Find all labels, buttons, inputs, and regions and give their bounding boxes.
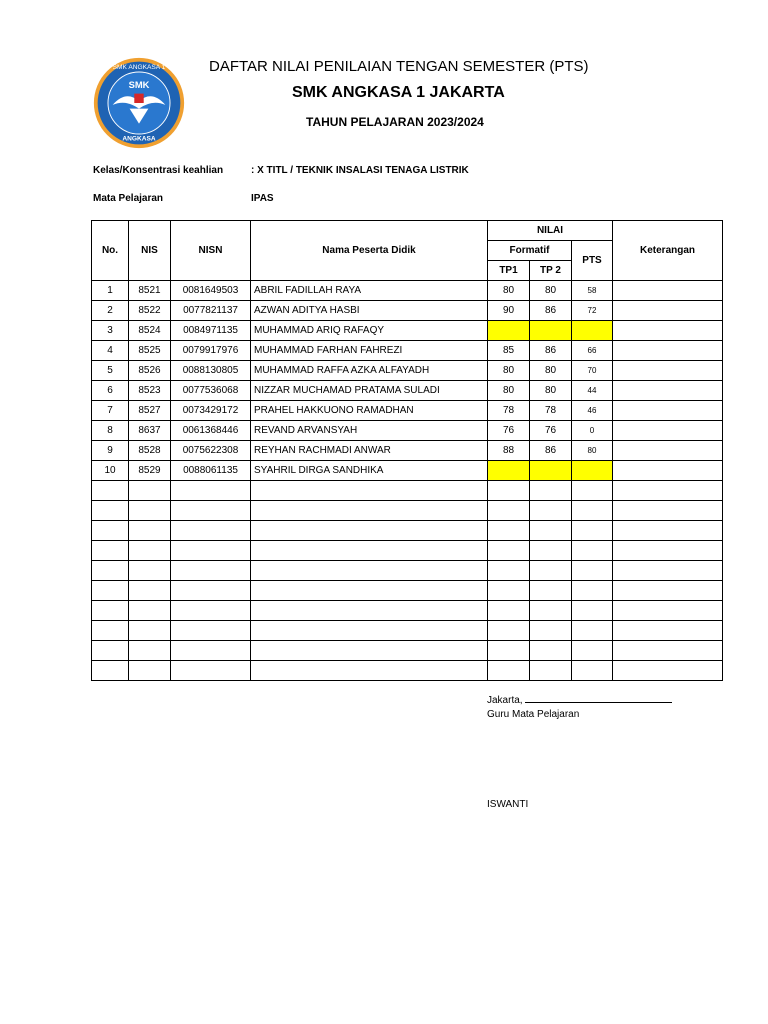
header-tp1: TP1 [488, 261, 530, 281]
empty-cell [488, 661, 530, 681]
cell-name: NIZZAR MUCHAMAD PRATAMA SULADI [251, 381, 488, 401]
table-row [92, 381, 723, 401]
empty-cell [572, 561, 613, 581]
empty-cell [488, 601, 530, 621]
cell-pts: 72 [572, 301, 613, 321]
cell-ket [613, 421, 723, 441]
cell-tp1: 88 [488, 441, 530, 461]
subject-value: IPAS [251, 193, 274, 204]
cell-name: AZWAN ADITYA HASBI [251, 301, 488, 321]
cell-nisn: 0081649503 [171, 281, 251, 301]
cell-no: 7 [92, 401, 129, 421]
cell-nis: 8524 [129, 321, 171, 341]
empty-table-row [92, 641, 723, 661]
empty-cell [488, 581, 530, 601]
cell-ket [613, 281, 723, 301]
cell-tp2 [530, 321, 572, 341]
cell-tp2: 80 [530, 361, 572, 381]
empty-cell [530, 501, 572, 521]
table-row [92, 281, 723, 301]
header-no: No. [92, 221, 129, 281]
cell-pts [572, 461, 613, 481]
cell-name: MUHAMMAD FARHAN FAHREZI [251, 341, 488, 361]
empty-cell [530, 561, 572, 581]
cell-nisn: 0088061135 [171, 461, 251, 481]
cell-no: 4 [92, 341, 129, 361]
cell-ket [613, 341, 723, 361]
logo-top-text: SMK ANGKASA 1 [112, 64, 166, 72]
table-row [92, 321, 723, 341]
empty-cell [530, 541, 572, 561]
cell-nis: 8637 [129, 421, 171, 441]
cell-tp2: 76 [530, 421, 572, 441]
cell-tp1: 76 [488, 421, 530, 441]
header-pts: PTS [572, 241, 613, 281]
cell-name: MUHAMMAD RAFFA AZKA ALFAYADH [251, 361, 488, 381]
class-value: : X TITL / TEKNIK INSALASI TENAGA LISTRIK [251, 165, 469, 176]
cell-nisn: 0077536068 [171, 381, 251, 401]
empty-cell [530, 521, 572, 541]
cell-nis: 8525 [129, 341, 171, 361]
cell-name: MUHAMMAD ARIQ RAFAQY [251, 321, 488, 341]
empty-cell [613, 621, 723, 641]
header-tp2: TP 2 [530, 261, 572, 281]
empty-cell [530, 621, 572, 641]
academic-year: TAHUN PELAJARAN 2023/2024 [306, 115, 484, 129]
cell-nis: 8522 [129, 301, 171, 321]
grades-table [91, 220, 723, 681]
empty-table-row [92, 661, 723, 681]
cell-nis: 8528 [129, 441, 171, 461]
empty-cell [251, 481, 488, 501]
class-label: Kelas/Konsentrasi keahlian [93, 165, 224, 176]
empty-cell [488, 521, 530, 541]
empty-cell [171, 661, 251, 681]
cell-pts: 0 [572, 421, 613, 441]
empty-cell [171, 621, 251, 641]
cell-no: 8 [92, 421, 129, 441]
svg-text:SMK: SMK [128, 78, 150, 90]
empty-cell [129, 501, 171, 521]
header-nis: NIS [129, 221, 171, 281]
empty-cell [251, 581, 488, 601]
header-keterangan: Keterangan [613, 221, 723, 281]
empty-table-row [92, 501, 723, 521]
empty-table-row [92, 481, 723, 501]
cell-pts: 46 [572, 401, 613, 421]
empty-cell [251, 561, 488, 581]
cell-tp2 [530, 461, 572, 481]
cell-nis: 8526 [129, 361, 171, 381]
header-formatif: Formatif [488, 241, 572, 261]
cell-nisn: 0084971135 [171, 321, 251, 341]
empty-cell [572, 621, 613, 641]
table-row [92, 441, 723, 461]
cell-pts: 80 [572, 441, 613, 461]
cell-ket [613, 401, 723, 421]
empty-cell [251, 541, 488, 561]
empty-cell [613, 541, 723, 561]
empty-cell [171, 561, 251, 581]
empty-cell [92, 641, 129, 661]
table-row [92, 301, 723, 321]
empty-cell [530, 661, 572, 681]
empty-cell [251, 601, 488, 621]
cell-pts [572, 321, 613, 341]
empty-cell [613, 581, 723, 601]
empty-cell [251, 501, 488, 521]
cell-tp2: 86 [530, 441, 572, 461]
cell-no: 3 [92, 321, 129, 341]
empty-cell [613, 661, 723, 681]
cell-ket [613, 361, 723, 381]
empty-cell [171, 541, 251, 561]
empty-cell [530, 641, 572, 661]
cell-tp1: 78 [488, 401, 530, 421]
empty-cell [530, 581, 572, 601]
school-name: SMK ANGKASA 1 JAKARTA [292, 84, 505, 101]
empty-cell [92, 601, 129, 621]
cell-nisn: 0077821137 [171, 301, 251, 321]
empty-cell [251, 641, 488, 661]
cell-tp1: 80 [488, 381, 530, 401]
empty-cell [613, 641, 723, 661]
cell-ket [613, 301, 723, 321]
cell-nis: 8529 [129, 461, 171, 481]
grades-table-body [92, 281, 723, 681]
empty-cell [572, 581, 613, 601]
empty-cell [171, 521, 251, 541]
cell-tp1: 80 [488, 361, 530, 381]
cell-tp2: 78 [530, 401, 572, 421]
empty-cell [488, 481, 530, 501]
subject-label: Mata Pelajaran [93, 193, 164, 204]
empty-cell [92, 561, 129, 581]
cell-ket [613, 321, 723, 341]
cell-nisn: 0075622308 [171, 441, 251, 461]
empty-cell [92, 541, 129, 561]
signature-role: Guru Mata Pelajaran [487, 709, 580, 720]
empty-table-row [92, 621, 723, 641]
empty-cell [613, 481, 723, 501]
cell-no: 2 [92, 301, 129, 321]
cell-pts: 66 [572, 341, 613, 361]
logo-bottom-text: ANGKASA [122, 135, 156, 143]
cell-name: REYHAN RACHMADI ANWAR [251, 441, 488, 461]
cell-tp1: 85 [488, 341, 530, 361]
empty-cell [171, 641, 251, 661]
empty-cell [572, 601, 613, 621]
cell-tp1: 80 [488, 281, 530, 301]
empty-cell [613, 501, 723, 521]
empty-cell [129, 481, 171, 501]
empty-cell [251, 521, 488, 541]
empty-cell [129, 521, 171, 541]
empty-cell [92, 581, 129, 601]
empty-cell [251, 661, 488, 681]
signature-name: ISWANTI [487, 799, 529, 810]
empty-table-row [92, 561, 723, 581]
cell-tp2: 80 [530, 281, 572, 301]
empty-cell [129, 661, 171, 681]
cell-tp1 [488, 321, 530, 341]
cell-pts: 44 [572, 381, 613, 401]
empty-cell [92, 481, 129, 501]
cell-nis: 8521 [129, 281, 171, 301]
empty-cell [129, 541, 171, 561]
cell-no: 9 [92, 441, 129, 461]
cell-name: PRAHEL HAKKUONO RAMADHAN [251, 401, 488, 421]
cell-ket [613, 461, 723, 481]
cell-ket [613, 381, 723, 401]
cell-nis: 8523 [129, 381, 171, 401]
empty-cell [171, 581, 251, 601]
empty-cell [488, 541, 530, 561]
cell-name: REVAND ARVANSYAH [251, 421, 488, 441]
empty-cell [488, 501, 530, 521]
table-row [92, 421, 723, 441]
cell-nisn: 0079917976 [171, 341, 251, 361]
empty-cell [572, 521, 613, 541]
table-row [92, 361, 723, 381]
cell-tp1 [488, 461, 530, 481]
cell-tp2: 86 [530, 341, 572, 361]
cell-pts: 58 [572, 281, 613, 301]
empty-cell [92, 661, 129, 681]
empty-table-row [92, 601, 723, 621]
empty-cell [129, 581, 171, 601]
cell-name: ABRIL FADILLAH RAYA [251, 281, 488, 301]
empty-table-row [92, 541, 723, 561]
cell-pts: 70 [572, 361, 613, 381]
table-row [92, 461, 723, 481]
header-nilai: NILAI [488, 221, 613, 241]
empty-cell [572, 661, 613, 681]
cell-nis: 8527 [129, 401, 171, 421]
empty-cell [171, 501, 251, 521]
empty-cell [171, 601, 251, 621]
empty-table-row [92, 581, 723, 601]
signature-place [487, 693, 672, 706]
cell-ket [613, 441, 723, 461]
empty-table-row [92, 521, 723, 541]
empty-cell [129, 561, 171, 581]
cell-nisn: 0088130805 [171, 361, 251, 381]
empty-cell [92, 501, 129, 521]
empty-cell [530, 601, 572, 621]
empty-cell [171, 481, 251, 501]
empty-cell [613, 521, 723, 541]
empty-cell [488, 561, 530, 581]
empty-cell [488, 641, 530, 661]
empty-cell [488, 621, 530, 641]
empty-cell [613, 601, 723, 621]
cell-no: 5 [92, 361, 129, 381]
signature-date-line [525, 693, 672, 703]
empty-cell [129, 621, 171, 641]
cell-tp2: 86 [530, 301, 572, 321]
empty-cell [572, 501, 613, 521]
empty-cell [92, 621, 129, 641]
school-logo [92, 56, 186, 150]
empty-cell [92, 521, 129, 541]
header-nisn: NISN [171, 221, 251, 281]
table-row [92, 341, 723, 361]
empty-cell [572, 481, 613, 501]
cell-tp2: 80 [530, 381, 572, 401]
cell-nisn: 0073429172 [171, 401, 251, 421]
header-name: Nama Peserta Didik [251, 221, 488, 281]
cell-nisn: 0061368446 [171, 421, 251, 441]
empty-cell [129, 601, 171, 621]
empty-cell [530, 481, 572, 501]
table-row [92, 401, 723, 421]
signature-place-label: Jakarta, [487, 695, 523, 706]
cell-tp1: 90 [488, 301, 530, 321]
document-title: DAFTAR NILAI PENILAIAN TENGAN SEMESTER (PTS) [209, 58, 589, 75]
cell-no: 10 [92, 461, 129, 481]
empty-cell [572, 641, 613, 661]
cell-no: 6 [92, 381, 129, 401]
empty-cell [572, 541, 613, 561]
empty-cell [251, 621, 488, 641]
empty-cell [613, 561, 723, 581]
cell-no: 1 [92, 281, 129, 301]
empty-cell [129, 641, 171, 661]
cell-name: SYAHRIL DIRGA SANDHIKA [251, 461, 488, 481]
